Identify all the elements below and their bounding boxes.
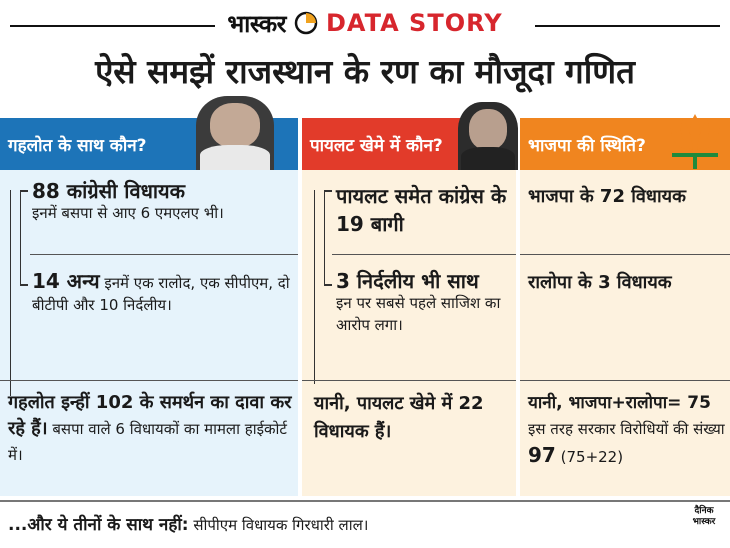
- gehlot-block-1: [32, 180, 294, 224]
- brand-series: DATA STORY: [325, 9, 503, 37]
- bjp-header-label: भाजपा की स्थिति?: [528, 135, 646, 156]
- footer-lead: ...और ये तीनों के साथ नहीं:: [8, 515, 189, 535]
- footer-detail: सीपीएम विधायक गिरधारी लाल।: [193, 516, 369, 534]
- pilot-block-2: [336, 270, 512, 336]
- gehlot-summary-lead: गहलोत इन्हीं 102 के समर्थन का दावा कर रहे हैं।: [8, 392, 292, 439]
- gehlot-sub-bracket: [20, 190, 21, 284]
- watermark-line-2: भास्कर: [692, 517, 716, 527]
- footer-divider: [0, 500, 730, 502]
- watermark-line-1: दैनिक: [694, 506, 714, 516]
- page-title: ऐसे समझें राजस्थान के रण का मौजूदा गणित: [95, 52, 635, 91]
- gehlot-header-label: गहलोत के साथ कौन?: [8, 135, 147, 156]
- bjp-divider-1: [520, 254, 730, 255]
- rlp-mlas: रालोपा के 3 विधायक: [528, 272, 672, 293]
- bjp-block-1: [528, 186, 726, 208]
- pilot-bracket: [314, 190, 315, 384]
- pilot-divider-2: [302, 380, 516, 381]
- gehlot-face: [210, 103, 260, 147]
- bjp-summary: [528, 390, 726, 470]
- gehlot-others-count: 14 अन्य: [32, 269, 100, 293]
- pilot-summary: [314, 390, 510, 446]
- pilot-portrait: [458, 102, 518, 170]
- pilot-tick-1: [324, 190, 332, 192]
- pilot-face: [469, 109, 507, 150]
- gehlot-tick-2: [20, 284, 28, 286]
- bjp-opposition-text: इस तरह सरकार विरोधियों की संख्या: [528, 420, 725, 438]
- pilot-rebels: पायलट समेत कांग्रेस के 19 बागी: [336, 184, 507, 236]
- gehlot-tick-1: [20, 190, 28, 192]
- pilot-block-1: [336, 182, 512, 238]
- gehlot-others-detail: इनमें एक रालोद, एक सीपीएम, दो बीटीपी और 10 निर्दलीय।: [32, 274, 290, 314]
- bjp-summary-lead: यानी, भाजपा+रालोपा= 75: [528, 393, 711, 413]
- pilot-summary-lead: यानी, पायलट खेमे में 22 विधायक हैं।: [314, 393, 484, 442]
- bjp-block-2: [528, 272, 726, 294]
- pie-logo-icon: [294, 11, 318, 35]
- gehlot-bracket: [10, 190, 11, 396]
- bjp-divider-2: [520, 380, 730, 381]
- pilot-sub-bracket: [324, 190, 325, 284]
- pilot-shirt: [461, 147, 515, 170]
- pilot-tick-2: [324, 284, 332, 286]
- bjp-opposition-breakdown: (75+22): [560, 448, 624, 466]
- bjp-opposition-count: 97: [528, 443, 556, 467]
- gehlot-bsp-note: इनमें बसपा से आए 6 एमएलए भी।: [32, 204, 224, 222]
- lotus-icon: [664, 106, 726, 170]
- bjp-opposition-line: [528, 416, 726, 470]
- bhaskar-watermark: [684, 506, 724, 542]
- footer-note: [8, 512, 368, 535]
- gehlot-summary: [8, 390, 294, 468]
- gehlot-shirt: [200, 145, 270, 170]
- pilot-conspiracy-note: इन पर सबसे पहले साजिश का आरोप लगा।: [336, 294, 501, 334]
- bjp-mlas: भाजपा के 72 विधायक: [528, 186, 686, 207]
- gehlot-summary-detail: बसपा वाले 6 विधायकों का मामला हाईकोर्ट में।: [8, 420, 287, 464]
- brand-rule-right: [535, 25, 720, 27]
- gehlot-portrait: [196, 96, 274, 170]
- pilot-header-label: पायलट खेमे में कौन?: [310, 135, 443, 156]
- brand-name: भास्कर: [227, 9, 286, 38]
- brand-bar: [0, 4, 730, 42]
- gehlot-congress-mlas: 88 कांग्रेसी विधायक: [32, 179, 186, 203]
- gehlot-divider-2: [0, 380, 298, 381]
- gehlot-block-2: [32, 270, 294, 316]
- pilot-independents: 3 निर्दलीय भी साथ: [336, 269, 479, 293]
- brand-rule-left: [10, 25, 215, 27]
- gehlot-divider-1: [30, 254, 298, 255]
- pilot-divider-1: [332, 254, 516, 255]
